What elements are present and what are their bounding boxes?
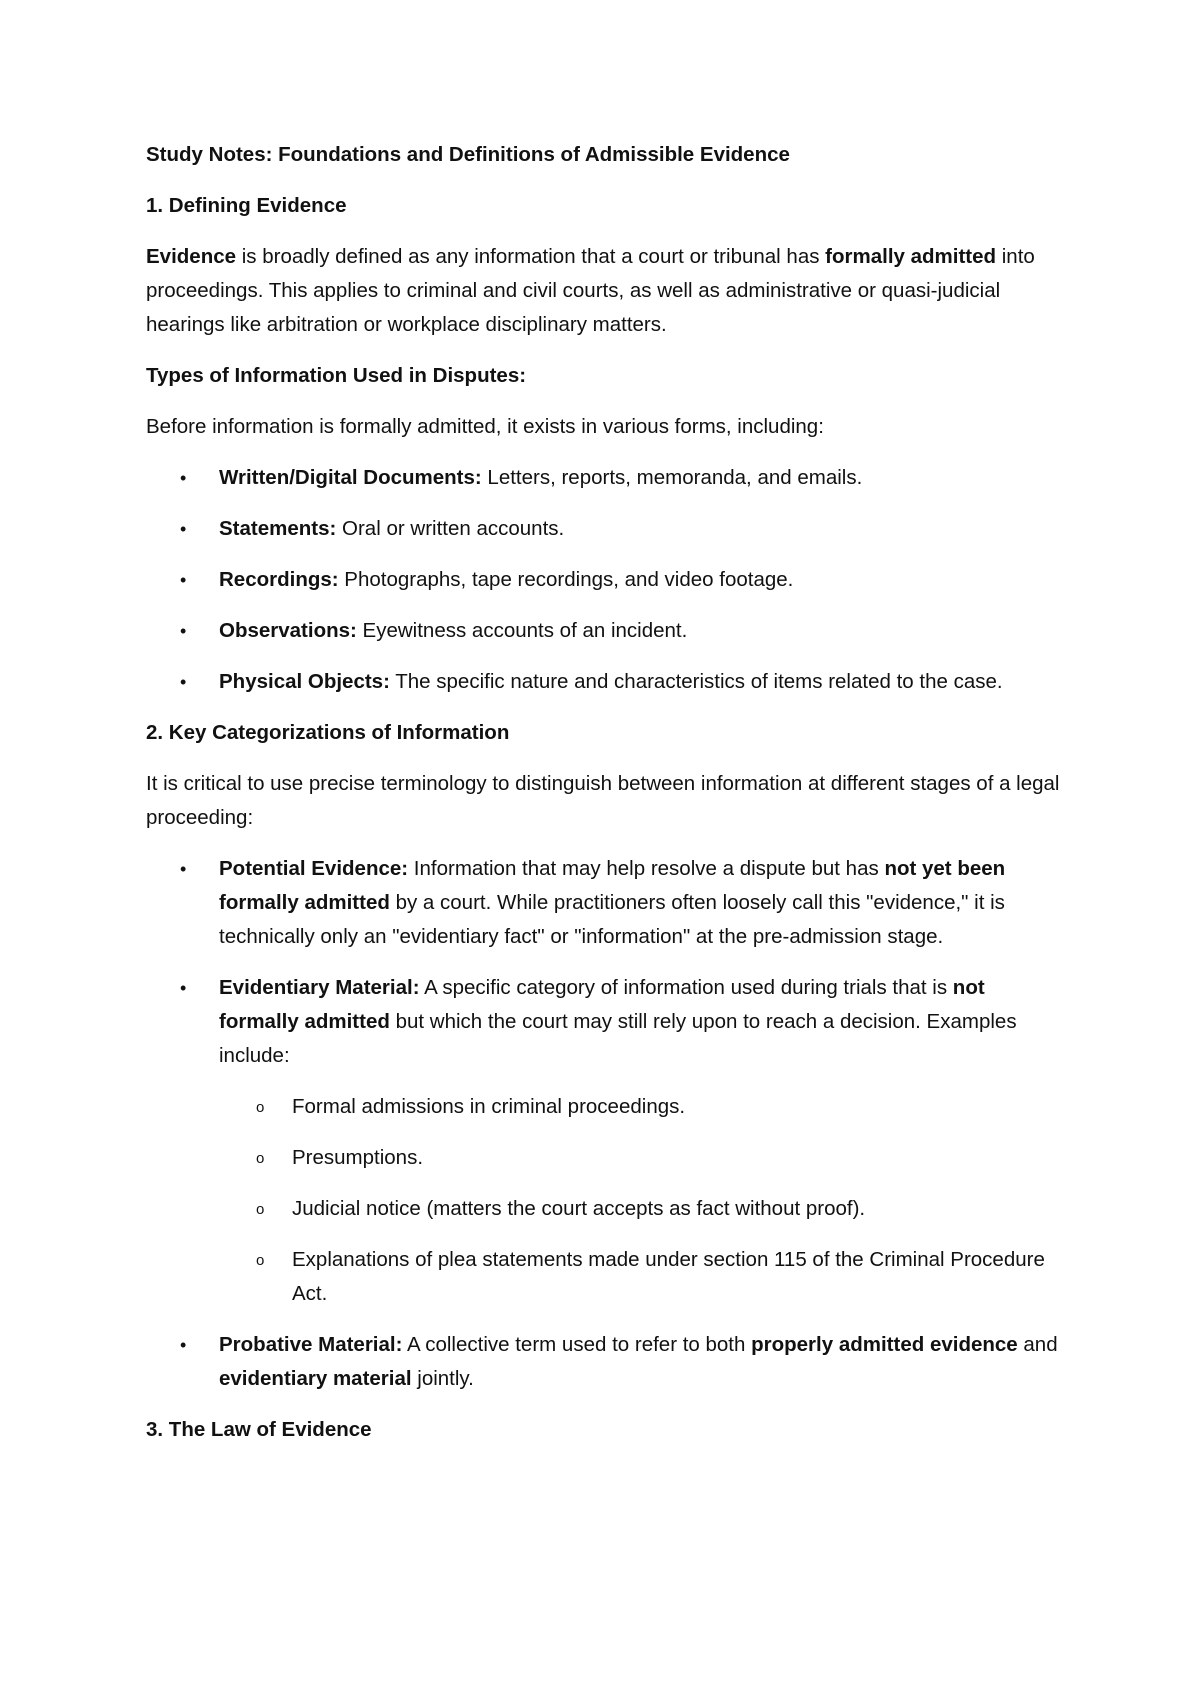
document-title: Study Notes: Foundations and Definitions of Admissible Evidence bbox=[146, 143, 790, 166]
sub-bullet-marker: o bbox=[256, 1150, 265, 1167]
bullet-marker: • bbox=[180, 672, 187, 692]
document-page bbox=[146, 138, 1066, 1464]
sub-bullet-marker: o bbox=[256, 1099, 265, 1116]
item-label: Potential Evidence: bbox=[219, 857, 409, 880]
bullet-marker: • bbox=[180, 859, 187, 879]
examples-list bbox=[219, 1090, 1066, 1311]
bullet-marker: • bbox=[180, 621, 187, 641]
term-properly-admitted-evidence: properly admitted evidence bbox=[751, 1333, 1018, 1356]
item-text: jointly. bbox=[411, 1367, 474, 1390]
list-item bbox=[146, 512, 1066, 546]
paragraph-text: is broadly defined as any information that a court or tribunal has bbox=[236, 245, 826, 268]
item-text: Information that may help resolve a dispute but has bbox=[408, 857, 885, 880]
bullet-marker: • bbox=[180, 570, 187, 590]
list-item bbox=[146, 614, 1066, 648]
types-list bbox=[146, 461, 1066, 699]
sub-list-item bbox=[219, 1243, 1066, 1311]
section-1-heading: 1. Defining Evidence bbox=[146, 194, 347, 217]
categorizations-list bbox=[146, 852, 1066, 1396]
item-label: Written/Digital Documents: bbox=[219, 466, 482, 489]
bullet-marker: • bbox=[180, 978, 187, 998]
item-text: A collective term used to refer to both bbox=[402, 1333, 752, 1356]
sub-bullet-marker: o bbox=[256, 1201, 265, 1218]
item-label: Evidentiary Material: bbox=[219, 976, 420, 999]
paragraph-text: into proceedings. This applies to criminal and civil courts, as well as administrative or quasi-judicial hearings like arbitration or workplace disciplinary matters. bbox=[146, 245, 1035, 336]
list-item-evidentiary-material bbox=[146, 971, 1066, 1311]
bullet-marker: • bbox=[180, 468, 187, 488]
term-not-yet-admitted: not yet been formally admitted bbox=[219, 857, 1006, 914]
item-label: Recordings: bbox=[219, 568, 339, 591]
term-not-formally-admitted: not formally admitted bbox=[219, 976, 985, 1033]
sub-list-item bbox=[219, 1090, 1066, 1124]
list-item bbox=[146, 563, 1066, 597]
item-text: by a court. While practitioners often loosely call this "evidence," it is technically only an "evidentiary fact" or "information" at the pre-admission stage. bbox=[219, 891, 1005, 948]
item-text: but which the court may still rely upon to reach a decision. Examples include: bbox=[219, 1010, 1017, 1067]
bullet-marker: • bbox=[180, 519, 187, 539]
sub-item-text: Judicial notice (matters the court accepts as fact without proof). bbox=[292, 1197, 866, 1220]
term-evidence: Evidence bbox=[146, 245, 237, 268]
sub-item-text: Explanations of plea statements made under section 115 of the Criminal Procedure Act. bbox=[292, 1248, 1045, 1305]
list-item bbox=[146, 665, 1066, 699]
item-text: Letters, reports, memoranda, and emails. bbox=[481, 466, 863, 489]
sub-list-item bbox=[219, 1141, 1066, 1175]
sub-item-text: Presumptions. bbox=[292, 1146, 424, 1169]
list-item bbox=[146, 461, 1066, 495]
sub-list-item bbox=[219, 1192, 1066, 1226]
list-item-potential-evidence bbox=[146, 852, 1066, 954]
sub-item-text: Formal admissions in criminal proceedings. bbox=[292, 1095, 686, 1118]
bullet-marker: • bbox=[180, 1335, 187, 1355]
types-intro: Before information is formally admitted, it exists in various forms, including: bbox=[146, 415, 824, 438]
item-label: Statements: bbox=[219, 517, 337, 540]
types-subheading: Types of Information Used in Disputes: bbox=[146, 364, 527, 387]
item-text: A specific category of information used during trials that is bbox=[419, 976, 953, 999]
item-text: The specific nature and characteristics of items related to the case. bbox=[389, 670, 1003, 693]
evidence-definition-paragraph bbox=[146, 240, 1066, 342]
section-3-heading: 3. The Law of Evidence bbox=[146, 1418, 372, 1441]
list-item-probative-material bbox=[146, 1328, 1066, 1396]
section-2-heading: 2. Key Categorizations of Information bbox=[146, 721, 510, 744]
categorizations-intro: It is critical to use precise terminology to distinguish between information at different stages of a legal proceeding: bbox=[146, 772, 1060, 829]
item-label: Observations: bbox=[219, 619, 357, 642]
item-text: Oral or written accounts. bbox=[336, 517, 565, 540]
item-text: Photographs, tape recordings, and video footage. bbox=[338, 568, 794, 591]
item-text: and bbox=[1017, 1333, 1058, 1356]
item-text: Eyewitness accounts of an incident. bbox=[356, 619, 688, 642]
item-label: Physical Objects: bbox=[219, 670, 390, 693]
item-label: Probative Material: bbox=[219, 1333, 403, 1356]
term-formally-admitted: formally admitted bbox=[825, 245, 997, 268]
term-evidentiary-material: evidentiary material bbox=[219, 1367, 412, 1390]
sub-bullet-marker: o bbox=[256, 1252, 265, 1269]
